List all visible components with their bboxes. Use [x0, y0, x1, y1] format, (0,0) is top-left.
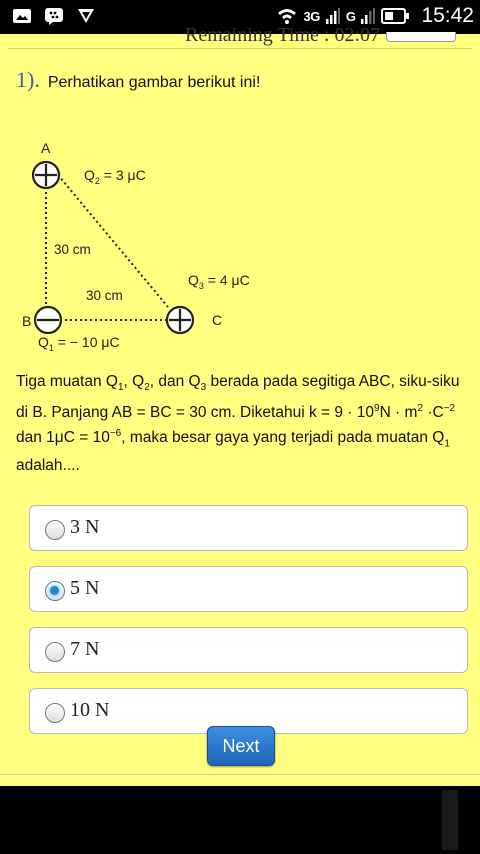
charge-c-positive [167, 307, 193, 333]
question-card [8, 48, 472, 778]
option-d-label: 10 N [70, 699, 110, 721]
charge-triangle-figure [16, 129, 286, 354]
option-b[interactable] [29, 566, 468, 612]
timer-box [386, 32, 456, 42]
network-type-2: G [345, 8, 356, 24]
wifi-icon [277, 7, 297, 25]
signal-icon [326, 8, 340, 24]
radio-option-c[interactable] [45, 642, 65, 662]
image-icon [12, 7, 32, 25]
radio-option-a[interactable] [45, 520, 65, 540]
network-type-1: 3G [303, 8, 320, 24]
question-heading: Perhatikan gambar berikut ini! [47, 74, 261, 91]
remaining-time-text: Remaining Time : 02:07 [185, 24, 381, 46]
option-c[interactable] [29, 627, 468, 673]
charge-a-positive [33, 162, 59, 188]
option-a[interactable] [29, 505, 468, 551]
nav-edge [442, 790, 458, 850]
charge-b-negative [35, 307, 61, 333]
question-title [16, 67, 260, 93]
label-b: B [22, 313, 32, 329]
bbm-icon [44, 7, 64, 25]
radio-option-b-selected[interactable] [45, 581, 65, 601]
clock: 15:42 [421, 4, 474, 27]
navigation-bar [0, 786, 480, 854]
signal-icon-2 [361, 8, 375, 24]
q2-label: $Q_2 = 3$ μC [84, 167, 146, 186]
q1-label: $Q_1$ = − 10 μC [38, 334, 120, 353]
option-c-label: 7 N [70, 638, 100, 660]
length-bc-label: 30 cm [86, 288, 123, 303]
header-strip [0, 24, 480, 46]
radio-option-d[interactable] [45, 703, 65, 723]
q3-label: $Q_3 = 4$ μC [188, 272, 250, 291]
question-text: Tiga muatan $Q_1$, $Q_2$, dan $Q_3$ berada pada segitiga ABC, siku-siku di B. Panjang AB = BC = 30 cm. Diketahui $k = 9 \cdot 10^9N \cdot m^2 \cdot C^{-2}$ dan $1\mu C = 10^{-6}$, maka besar gaya yang terjadi pada muatan $Q_1$ adalah.... [16, 373, 460, 474]
quiz-screen [0, 24, 480, 786]
length-ab-label: 30 cm [54, 242, 91, 257]
battery-icon [381, 8, 409, 24]
shield-icon [76, 7, 96, 25]
question-number: 1). [16, 67, 40, 92]
next-button[interactable]: Next [207, 726, 275, 766]
label-c: C [212, 312, 223, 328]
option-b-label: 5 N [70, 577, 100, 599]
bottom-divider [0, 774, 480, 786]
label-a: A [41, 140, 51, 156]
option-a-label: 3 N [70, 516, 100, 538]
